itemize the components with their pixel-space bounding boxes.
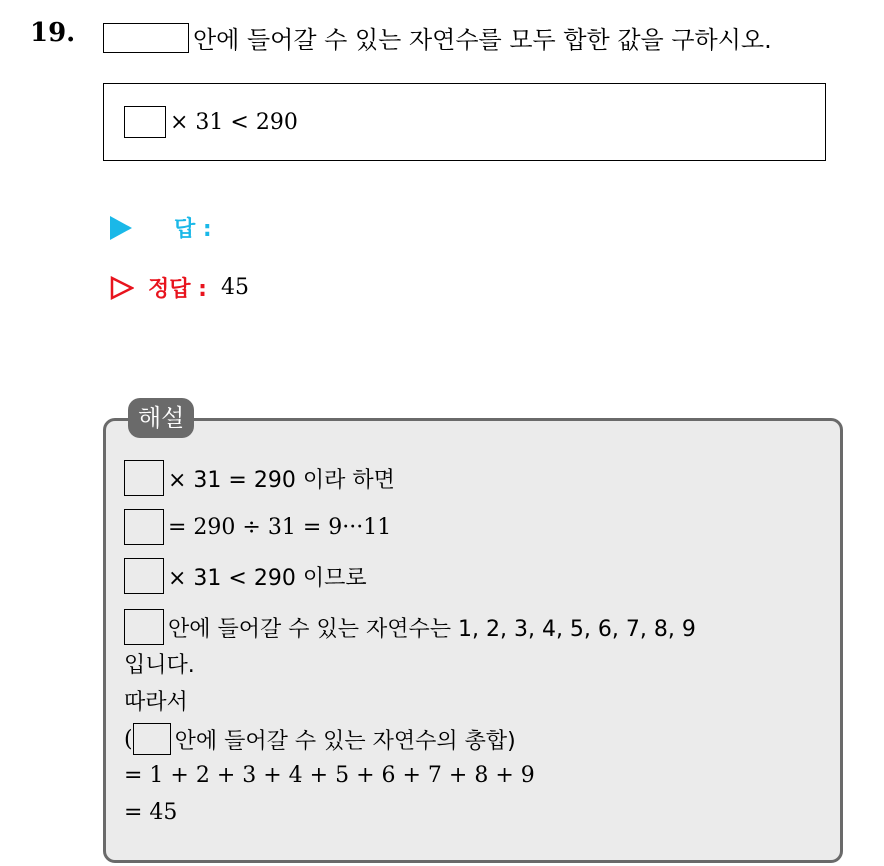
answer-label: 답 : (174, 217, 212, 242)
correct-answer-label: 정답 : (148, 277, 207, 302)
explanation-line-6: 따라서 (124, 690, 188, 715)
correct-answer-row (110, 272, 249, 303)
explanation-line-2 (124, 509, 391, 545)
play-triangle-icon (110, 216, 132, 240)
explanation-text: × 31 < 290 이므로 (168, 565, 367, 591)
explanation-text: × 31 = 290 이라 하면 (168, 467, 395, 493)
explanation-line-8: = 1 + 2 + 3 + 4 + 5 + 6 + 7 + 8 + 9 (124, 763, 535, 788)
explanation-blank-box (124, 558, 164, 594)
explanation-text: = 290 ÷ 31 = 9···11 (168, 514, 392, 540)
answer-row (110, 212, 212, 243)
explanation-blank-box (124, 460, 164, 496)
explanation-line-9: = 45 (124, 800, 178, 825)
explanation-line-5: 입니다. (124, 653, 195, 678)
explanation-text: 안에 들어갈 수 있는 자연수의 총합) (174, 728, 516, 754)
condition-expression: × 31 < 290 (170, 109, 298, 135)
condition-box (103, 83, 826, 161)
explanation-line-3 (124, 558, 367, 594)
explanation-line-1 (124, 460, 395, 496)
question-text-line (103, 20, 772, 55)
outline-triangle-icon (110, 276, 134, 300)
explanation-blank-box (133, 723, 171, 755)
correct-answer-value: 45 (220, 275, 249, 300)
explanation-line-7 (124, 723, 516, 755)
question-text: 안에 들어갈 수 있는 자연수를 모두 합한 값을 구하시오. (193, 26, 772, 54)
open-paren: ( (124, 726, 133, 752)
condition-row (124, 106, 298, 138)
explanation-blank-box (124, 509, 164, 545)
explanation-blank-box (124, 609, 164, 645)
explanation-line-4 (124, 609, 696, 645)
explanation-tab: 해설 (128, 398, 194, 438)
question-number: 19. (30, 18, 76, 48)
explanation-text: 안에 들어갈 수 있는 자연수는 1, 2, 3, 4, 5, 6, 7, 8, 9 (168, 616, 696, 642)
condition-blank-box (124, 106, 166, 138)
answer-blank-box (103, 23, 189, 53)
